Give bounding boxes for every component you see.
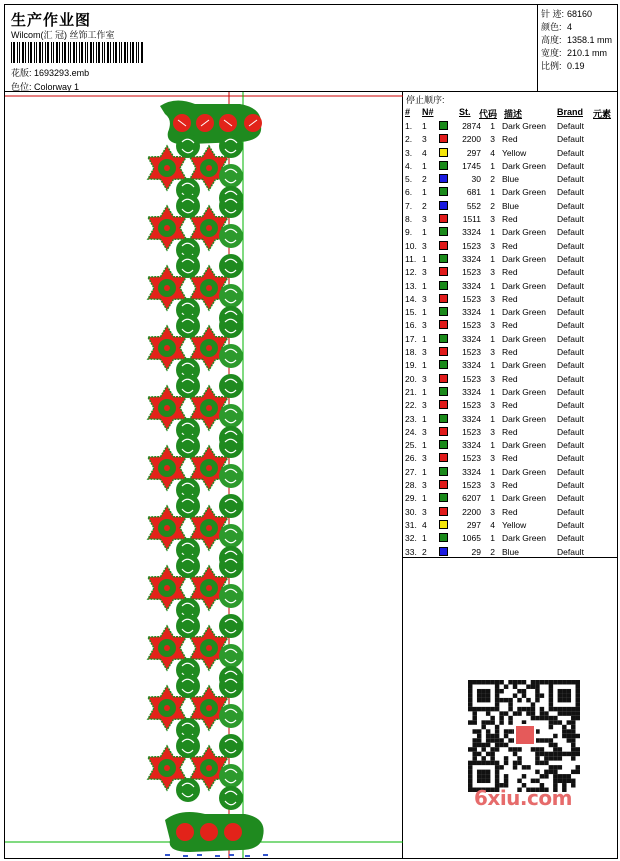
page-title: 生产作业图 — [11, 11, 92, 29]
table-row — [403, 213, 618, 226]
color-swatch — [439, 520, 448, 529]
row-needle: 2 — [422, 200, 427, 211]
row-needle: 1 — [422, 160, 427, 171]
row-stitches: 1523 — [462, 347, 481, 358]
stat-colors: 颜色: 4 — [541, 22, 573, 32]
stop-sequence-table — [403, 92, 618, 558]
row-brand: Default — [557, 280, 584, 291]
table-row — [403, 186, 618, 199]
table-row — [403, 399, 618, 412]
qr-code — [468, 680, 580, 792]
row-brand: Default — [557, 400, 584, 411]
row-stitches: 1065 — [462, 533, 481, 544]
row-code: 1 — [490, 187, 495, 198]
row-index: 24. — [405, 426, 417, 437]
row-index: 16. — [405, 320, 417, 331]
table-row — [403, 479, 618, 492]
color-swatch — [439, 453, 448, 462]
row-needle: 4 — [422, 147, 427, 158]
color-swatch — [439, 467, 448, 476]
row-stitches: 1523 — [462, 293, 481, 304]
row-index: 13. — [405, 280, 417, 291]
row-needle: 3 — [422, 214, 427, 225]
row-needle: 1 — [422, 466, 427, 477]
table-row — [403, 173, 618, 186]
row-code: 1 — [490, 227, 495, 238]
row-needle: 1 — [422, 413, 427, 424]
row-description: Red — [502, 426, 518, 437]
design-file — [11, 66, 89, 79]
row-stitches: 297 — [466, 519, 481, 530]
watermark-site: 6xiu.com — [474, 786, 572, 810]
row-description: Dark Green — [502, 360, 546, 371]
color-swatch — [439, 307, 448, 316]
col-header-num: # — [405, 107, 411, 117]
row-code: 3 — [490, 426, 495, 437]
row-code: 1 — [490, 413, 495, 424]
row-needle: 1 — [422, 253, 427, 264]
row-needle: 3 — [422, 480, 427, 491]
row-stitches: 1745 — [462, 160, 481, 171]
row-description: Blue — [502, 174, 520, 185]
row-description: Dark Green — [502, 466, 546, 477]
row-needle: 1 — [422, 493, 427, 504]
row-stitches: 3324 — [462, 253, 481, 264]
row-index: 1. — [405, 121, 413, 131]
row-index: 11. — [405, 253, 417, 264]
row-needle: 3 — [422, 347, 427, 358]
row-stitches: 3324 — [462, 466, 481, 477]
row-description: Red — [502, 320, 518, 331]
row-index: 7. — [405, 200, 413, 211]
color-swatch — [439, 267, 448, 276]
row-index: 28. — [405, 480, 417, 491]
row-needle: 1 — [422, 386, 427, 397]
row-code: 2 — [490, 174, 495, 185]
table-row — [403, 240, 618, 253]
row-index: 15. — [405, 307, 417, 318]
row-description: Dark Green — [502, 333, 546, 344]
row-stitches: 1523 — [462, 373, 481, 384]
row-index: 3. — [405, 147, 413, 158]
table-row — [403, 133, 618, 146]
row-brand: Default — [557, 187, 584, 198]
row-stitches: 2200 — [462, 506, 481, 517]
row-description: Red — [502, 134, 518, 145]
sequence-title: 停止顺序: — [406, 95, 445, 105]
row-index: 9. — [405, 227, 413, 238]
color-swatch — [439, 294, 448, 303]
row-stitches: 1511 — [462, 214, 481, 225]
row-code: 1 — [490, 121, 495, 131]
row-index: 23. — [405, 413, 417, 424]
row-description: Yellow — [502, 519, 527, 530]
color-swatch — [439, 427, 448, 436]
row-index: 32. — [405, 533, 417, 544]
row-index: 31. — [405, 519, 417, 530]
color-label: 色位: — [11, 82, 32, 92]
color-swatch — [439, 347, 448, 356]
row-needle: 1 — [422, 121, 427, 131]
color-swatch — [439, 387, 448, 396]
row-stitches: 6207 — [462, 493, 481, 504]
col-header-code: 代码 — [479, 109, 498, 119]
row-stitches: 30 — [471, 174, 481, 185]
row-stitches: 1523 — [462, 400, 481, 411]
row-stitches: 2874 — [462, 121, 481, 131]
color-swatch — [439, 281, 448, 290]
stat-scale: 比例: 0.19 — [541, 61, 585, 71]
color-value: Colorway 1 — [34, 82, 80, 92]
row-brand: Default — [557, 293, 584, 304]
color-swatch — [439, 547, 448, 556]
color-swatch — [439, 400, 448, 409]
row-needle: 3 — [422, 400, 427, 411]
row-brand: Default — [557, 160, 584, 171]
row-code: 1 — [490, 466, 495, 477]
color-swatch — [439, 334, 448, 343]
stat-stitches: 针 迹: 68160 — [541, 9, 593, 19]
row-brand: Default — [557, 307, 584, 318]
color-swatch — [439, 414, 448, 423]
row-brand: Default — [557, 506, 584, 517]
row-code: 3 — [490, 347, 495, 358]
row-needle: 1 — [422, 187, 427, 198]
row-code: 1 — [490, 333, 495, 344]
row-index: 21. — [405, 386, 417, 397]
row-brand: Default — [557, 546, 584, 557]
row-code: 3 — [490, 453, 495, 464]
design-stats — [537, 5, 618, 91]
row-stitches: 3324 — [462, 307, 481, 318]
row-description: Yellow — [502, 147, 527, 158]
row-brand: Default — [557, 253, 584, 264]
col-header-n: N# — [422, 107, 434, 117]
color-swatch — [439, 121, 448, 130]
row-needle: 4 — [422, 519, 427, 530]
row-stitches: 1523 — [462, 453, 481, 464]
row-brand: Default — [557, 121, 584, 131]
row-brand: Default — [557, 480, 584, 491]
row-needle: 1 — [422, 280, 427, 291]
row-description: Red — [502, 293, 518, 304]
row-stitches: 3324 — [462, 333, 481, 344]
row-needle: 3 — [422, 373, 427, 384]
design-label: 花版: — [11, 68, 32, 78]
row-stitches: 297 — [466, 147, 481, 158]
row-stitches: 3324 — [462, 227, 481, 238]
row-brand: Default — [557, 200, 584, 211]
row-code: 2 — [490, 200, 495, 211]
row-description: Red — [502, 267, 518, 278]
color-swatch — [439, 440, 448, 449]
row-brand: Default — [557, 214, 584, 225]
stat-width: 宽度: 210.1 mm — [541, 48, 608, 58]
row-description: Red — [502, 400, 518, 411]
table-row — [403, 160, 618, 173]
row-description: Red — [502, 480, 518, 491]
row-description: Dark Green — [502, 307, 546, 318]
row-code: 1 — [490, 493, 495, 504]
embroidery-preview — [5, 92, 403, 858]
row-index: 22. — [405, 400, 417, 411]
row-stitches: 681 — [466, 187, 481, 198]
row-description: Red — [502, 240, 518, 251]
color-swatch — [439, 480, 448, 489]
row-index: 30. — [405, 506, 417, 517]
embroidery-design-drawing — [5, 92, 403, 858]
table-row — [403, 466, 618, 479]
table-row — [403, 293, 618, 306]
row-stitches: 1523 — [462, 240, 481, 251]
col-header-stitches: St. — [459, 107, 471, 117]
color-swatch — [439, 201, 448, 210]
row-brand: Default — [557, 519, 584, 530]
color-swatch — [439, 161, 448, 170]
row-code: 1 — [490, 307, 495, 318]
row-needle: 3 — [422, 293, 427, 304]
row-code: 4 — [490, 147, 495, 158]
row-brand: Default — [557, 333, 584, 344]
row-brand: Default — [557, 360, 584, 371]
row-index: 29. — [405, 493, 417, 504]
row-index: 17. — [405, 333, 417, 344]
row-description: Dark Green — [502, 386, 546, 397]
row-needle: 3 — [422, 506, 427, 517]
row-code: 1 — [490, 440, 495, 451]
row-index: 27. — [405, 466, 417, 477]
row-needle: 3 — [422, 320, 427, 331]
row-code: 3 — [490, 480, 495, 491]
row-brand: Default — [557, 386, 584, 397]
row-description: Dark Green — [502, 187, 546, 198]
row-code: 3 — [490, 134, 495, 145]
row-index: 20. — [405, 373, 417, 384]
table-row — [403, 546, 618, 559]
row-stitches: 3324 — [462, 413, 481, 424]
row-brand: Default — [557, 174, 584, 185]
row-code: 1 — [490, 360, 495, 371]
row-description: Dark Green — [502, 121, 546, 131]
row-index: 8. — [405, 214, 413, 225]
color-swatch — [439, 507, 448, 516]
row-code: 3 — [490, 267, 495, 278]
table-row — [403, 306, 618, 319]
row-description: Dark Green — [502, 253, 546, 264]
stat-height: 高度: 1358.1 mm — [541, 35, 613, 45]
row-description: Dark Green — [502, 413, 546, 424]
table-row — [403, 200, 618, 213]
design-value: 1693293.emb — [34, 68, 90, 78]
row-index: 18. — [405, 347, 417, 358]
row-code: 2 — [490, 546, 495, 557]
row-needle: 3 — [422, 134, 427, 145]
table-row — [403, 266, 618, 279]
row-index: 12. — [405, 267, 417, 278]
table-row — [403, 452, 618, 465]
color-swatch — [439, 148, 448, 157]
row-description: Dark Green — [502, 227, 546, 238]
row-brand: Default — [557, 440, 584, 451]
row-stitches: 1523 — [462, 480, 481, 491]
row-code: 3 — [490, 373, 495, 384]
row-brand: Default — [557, 240, 584, 251]
table-row — [403, 532, 618, 545]
table-row — [403, 439, 618, 452]
row-code: 1 — [490, 253, 495, 264]
row-brand: Default — [557, 493, 584, 504]
row-brand: Default — [557, 413, 584, 424]
table-row — [403, 280, 618, 293]
row-brand: Default — [557, 134, 584, 145]
row-description: Blue — [502, 546, 520, 557]
color-swatch — [439, 493, 448, 502]
row-description: Dark Green — [502, 440, 546, 451]
table-row — [403, 253, 618, 266]
color-swatch — [439, 254, 448, 263]
row-brand: Default — [557, 227, 584, 238]
row-stitches: 3324 — [462, 440, 481, 451]
row-code: 1 — [490, 386, 495, 397]
row-brand: Default — [557, 320, 584, 331]
row-needle: 2 — [422, 546, 427, 557]
col-header-desc: 描述 — [504, 109, 523, 119]
sequence-rows — [403, 120, 618, 559]
row-needle: 1 — [422, 533, 427, 544]
row-stitches: 3324 — [462, 280, 481, 291]
row-code: 1 — [490, 533, 495, 544]
table-row — [403, 359, 618, 372]
table-row — [403, 386, 618, 399]
row-description: Dark Green — [502, 533, 546, 544]
row-description: Dark Green — [502, 493, 546, 504]
row-description: Red — [502, 214, 518, 225]
barcode — [11, 42, 146, 63]
row-index: 19. — [405, 360, 417, 371]
row-index: 2. — [405, 134, 413, 145]
row-description: Red — [502, 506, 518, 517]
row-stitches: 29 — [471, 546, 481, 557]
row-brand: Default — [557, 267, 584, 278]
row-stitches: 1523 — [462, 320, 481, 331]
row-brand: Default — [557, 466, 584, 477]
color-swatch — [439, 360, 448, 369]
row-stitches: 1523 — [462, 426, 481, 437]
row-brand: Default — [557, 426, 584, 437]
table-row — [403, 226, 618, 239]
color-swatch — [439, 227, 448, 236]
row-description: Red — [502, 347, 518, 358]
row-brand: Default — [557, 453, 584, 464]
table-row — [403, 319, 618, 332]
row-index: 10. — [405, 240, 417, 251]
row-needle: 2 — [422, 174, 427, 185]
table-row — [403, 373, 618, 386]
row-description: Dark Green — [502, 280, 546, 291]
row-index: 26. — [405, 453, 417, 464]
col-header-element: 元素 — [593, 109, 612, 119]
color-swatch — [439, 374, 448, 383]
color-swatch — [439, 134, 448, 143]
row-description: Blue — [502, 200, 520, 211]
row-stitches: 3324 — [462, 360, 481, 371]
row-index: 4. — [405, 160, 413, 171]
table-row — [403, 426, 618, 439]
row-code: 3 — [490, 214, 495, 225]
table-row — [403, 333, 618, 346]
row-index: 6. — [405, 187, 413, 198]
table-row — [403, 346, 618, 359]
row-code: 3 — [490, 320, 495, 331]
row-description: Dark Green — [502, 160, 546, 171]
row-code: 3 — [490, 506, 495, 517]
row-brand: Default — [557, 347, 584, 358]
row-needle: 1 — [422, 307, 427, 318]
row-code: 4 — [490, 519, 495, 530]
row-stitches: 2200 — [462, 134, 481, 145]
row-brand: Default — [557, 373, 584, 384]
row-code: 3 — [490, 400, 495, 411]
table-row — [403, 492, 618, 505]
table-row — [403, 147, 618, 160]
row-needle: 1 — [422, 333, 427, 344]
row-needle: 3 — [422, 267, 427, 278]
row-description: Red — [502, 453, 518, 464]
row-index: 25. — [405, 440, 417, 451]
qr-badge-logo — [514, 724, 536, 746]
row-code: 3 — [490, 240, 495, 251]
row-index: 5. — [405, 174, 413, 185]
row-code: 1 — [490, 160, 495, 171]
row-needle: 3 — [422, 453, 427, 464]
row-needle: 3 — [422, 240, 427, 251]
color-swatch — [439, 533, 448, 542]
color-swatch — [439, 320, 448, 329]
row-code: 3 — [490, 293, 495, 304]
color-swatch — [439, 241, 448, 250]
table-row — [403, 120, 618, 133]
row-index: 33. — [405, 546, 417, 557]
row-needle: 1 — [422, 360, 427, 371]
row-stitches: 552 — [466, 200, 481, 211]
row-stitches: 1523 — [462, 267, 481, 278]
row-stitches: 3324 — [462, 386, 481, 397]
row-needle: 3 — [422, 426, 427, 437]
company-name: Wilcom(汇 冠) 丝饰工作室 — [11, 30, 115, 40]
row-brand: Default — [557, 147, 584, 158]
row-needle: 1 — [422, 227, 427, 238]
table-row — [403, 413, 618, 426]
color-swatch — [439, 187, 448, 196]
table-row — [403, 519, 618, 532]
table-row — [403, 506, 618, 519]
color-swatch — [439, 174, 448, 183]
row-code: 1 — [490, 280, 495, 291]
row-brand: Default — [557, 533, 584, 544]
color-swatch — [439, 214, 448, 223]
row-needle: 1 — [422, 440, 427, 451]
row-description: Red — [502, 373, 518, 384]
col-header-brand: Brand — [557, 107, 584, 117]
row-index: 14. — [405, 293, 417, 304]
